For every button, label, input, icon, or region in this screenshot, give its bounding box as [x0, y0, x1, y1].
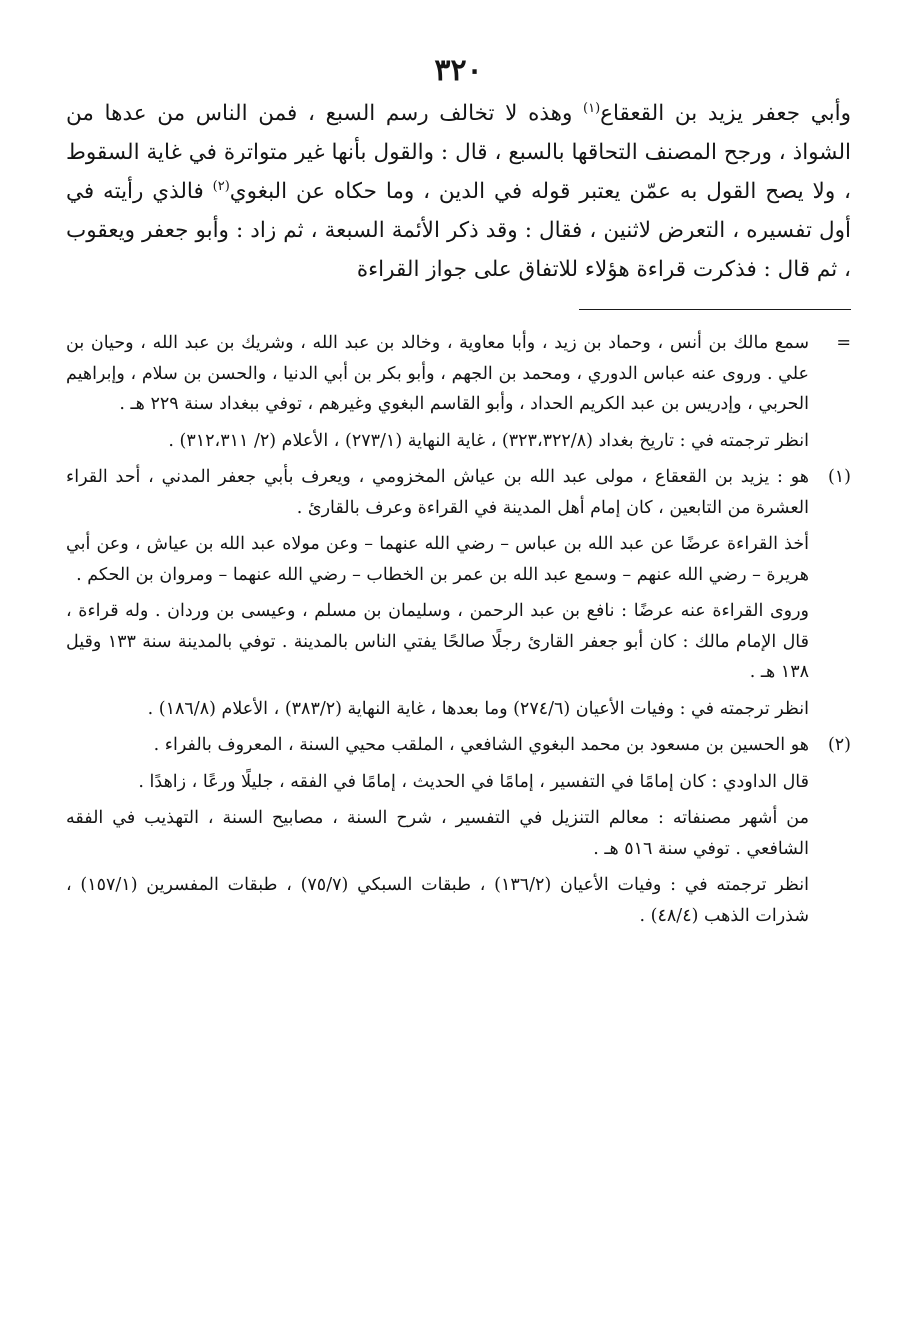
footnote-paragraph: هو : يزيد بن القعقاع ، مولى عبد الله بن عياش المخزومي ، ويعرف بأبي جعفر المدني ، أحد القراء العشرة من التابعين ، كان إمام أهل المدينة في القراءة وعرف بالقارئ . [66, 467, 809, 518]
footnote-2 [66, 730, 851, 931]
main-text-part-2: وهذه لا تخالف رسم السبع ، فمن الناس من عدها من الشواذ ، ورجح المصنف التحاقها بالسبع ، قال : والقول بأنها غير متواترة في غاية السقوط ، ولا يصح القول به عمّن يعتبر قوله في الدين ، وما حكاه عن البغوي [66, 101, 851, 204]
footnotes [66, 328, 851, 931]
footnote-marker: (١) [827, 467, 851, 487]
footnote-paragraph: هو الحسين بن مسعود بن محمد البغوي الشافعي ، الملقب محيي السنة ، المعروف بالفراء . [153, 735, 809, 755]
footnote-paragraph: انظر ترجمته في : تاريخ بغداد (٣٢٣،٣٢٢/٨) ، غاية النهاية (٢٧٣/١) ، الأعلام (٢/ ٣١٢،٣١١) . [168, 430, 809, 451]
footnote-separator [579, 309, 851, 310]
footnote-1 [66, 462, 851, 724]
footnote-paragraph: أخذ القراءة عرضًا عن عبد الله بن عباس – رضي الله عنهما – وعن مولاه عبد الله بن عياش ، وعن أبي هريرة – رضي الله عنهم – وسمع عبد الله بن عمر بن الخطاب – رضي الله عنهما – ومروان بن الحكم . [66, 534, 809, 585]
footnote-marker: (٢) [827, 735, 851, 755]
footnote-paragraph: وروى القراءة عنه عرضًا : نافع بن عبد الرحمن ، وسليمان بن مسلم ، وعيسى بن وردان . وله قراءة ، قال الإمام مالك : كان أبو جعفر القارئ رجلًا صالحًا يفتي الناس بالمدينة . توفي بالمدينة سنة ١٣٣ وقيل ١٣٨ هـ . [66, 601, 809, 682]
page-number: ٣٢٠ [434, 53, 483, 88]
footnote-paragraph: قال الداودي : كان إمامًا في التفسير ، إمامًا في الحديث ، إمامًا في الفقه ، جليلًا ورعًا ، زاهدًا . [138, 771, 809, 792]
footnote-ref-2[interactable]: (٢) [212, 178, 230, 194]
footnote-paragraph: سمع مالك بن أنس ، وحماد بن زيد ، وأبا معاوية ، وخالد بن عبد الله ، وشريك بن عبد الله ، وحيان بن علي . وروى عنه عباس الدوري ، ومحمد بن الجهم ، وأبو بكر بن أبي الدنيا ، والحسن بن سلام ، وإبراهيم الحربي ، وإدريس بن عبد الكريم الحداد ، وأبو القاسم البغوي وغيرهم ، توفي ببغداد سنة ٢٢٩ هـ . [66, 333, 809, 414]
footnote-paragraph: انظر ترجمته في : وفيات الأعيان (٢٧٤/٦) وما بعدها ، غاية النهاية (٣٨٣/٢) ، الأعلام (١٨٦/٨) . [147, 698, 809, 719]
main-text [66, 94, 851, 289]
footnote-ref-1[interactable]: (١) [583, 100, 601, 116]
main-text-part-1: وأبي جعفر يزيد بن القعقاع [600, 101, 851, 126]
main-text-part-3: فالذي رأيته في أول تفسيره ، التعرض لاثنين ، فقال : وقد ذكر الأئمة السبعة ، ثم زاد : وأبو جعفر ويعقوب ، ثم قال : فذكرت قراءة هؤلاء للاتفاق على جواز القراءة [66, 179, 851, 282]
footnote-marker: = [836, 333, 851, 353]
footnote-continued [66, 328, 851, 456]
document-page [66, 54, 851, 1316]
footnote-paragraph: من أشهر مصنفاته : معالم التنزيل في التفسير ، شرح السنة ، مصابيح السنة ، التهذيب في الفقه الشافعي . توفي سنة ٥١٦ هـ . [66, 808, 809, 859]
footnote-paragraph: انظر ترجمته في : وفيات الأعيان (١٣٦/٢) ، طبقات السبكي (٧٥/٧) ، طبقات المفسرين (١٥٧/١) ، شذرات الذهب (٤٨/٤) . [66, 875, 809, 926]
